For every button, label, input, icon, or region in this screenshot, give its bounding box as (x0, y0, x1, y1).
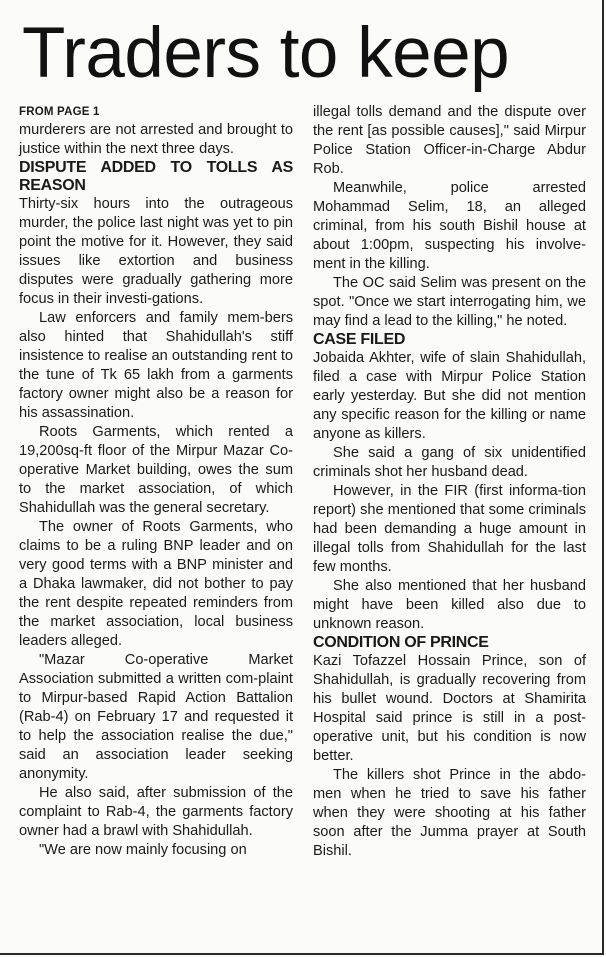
headline: Traders to keep (22, 14, 510, 93)
subheading-case-filed: CASE FILED (313, 331, 406, 348)
paragraph: She also mentioned that her husband might have been killed also due to unknown reason. (313, 578, 586, 632)
paragraph: The owner of Roots Garments, who claims to be a ruling BNP leader and on very good terms with a BNP minister and a Dhaka lawmaker, did not bother to pay the rent despite repeated reminders from the market association, local business leaders alleged. (19, 519, 293, 649)
paragraph: "We are now mainly focusing on (39, 842, 247, 858)
paragraph: However, in the FIR (first informa-tion report) she mentioned that some criminals had been demanding a huge amount in illegal tolls from Shahidullah for the last few months. (313, 483, 586, 575)
paragraph: illegal tolls demand and the dispute over the rent [as possible causes]," said Mirpur Police Station Officer-in-Charge Abdur Rob. (313, 104, 586, 177)
left-column (19, 104, 293, 860)
jump-line: FROM PAGE 1 (19, 106, 100, 118)
paragraph: She said a gang of six unidentified criminals shot her husband dead. (313, 445, 586, 480)
subheading-dispute: DISPUTE ADDED TO TOLLS AS REASON (19, 159, 293, 194)
paragraph: Kazi Tofazzel Hossain Prince, son of Shahidullah, is gradually recovering from his bullet wound. Doctors at Shamirita Hospital said prince is still in a post-operative unit, but his condition is now better. (313, 653, 586, 764)
paragraph: "Mazar Co-operative Market Association submitted a written com-plaint to Mirpur-based Rapid Action Battalion (Rab-4) on February 17 and requested it to help the association realise the due," said an association leader seeking anonymity. (19, 652, 293, 782)
paragraph: Thirty-six hours into the outrageous murder, the police last night was yet to pin point the motive for it. However, they said issues like extortion and business disputes were gradually gathering more focus in their investi-gations. (19, 196, 293, 307)
paragraph: Meanwhile, police arrested Mohammad Selim, 18, an alleged criminal, from his south Bishil house at about 1:00pm, suspecting his involve-ment in the killing. (313, 180, 586, 272)
paragraph: Law enforcers and family mem-bers also hinted that Shahidullah's stiff insistence to realise an outstanding rent to the tune of Tk 65 lakh from a garments factory owner might also be a reason for his assassination. (19, 310, 293, 421)
paragraph: He also said, after submission of the complaint to Rab-4, the garments factory owner had a brawl with Shahidullah. (19, 785, 293, 839)
paragraph: murderers are not arrested and brought to justice within the next three days. (19, 122, 293, 157)
paragraph: Jobaida Akhter, wife of slain Shahidullah, filed a case with Mirpur Police Station early yesterday. But she did not mention any specific reason for the killing or name anyone as killers. (313, 350, 586, 442)
subheading-condition-of-prince: CONDITION OF PRINCE (313, 634, 489, 651)
paragraph: Roots Garments, which rented a 19,200sq-ft floor of the Mirpur Mazar Co-operative Market building, owes the sum to the market association, of which Shahidullah was the general secretary. (19, 424, 293, 516)
paragraph: The OC said Selim was present on the spot. "Once we start interrogating him, we may find a lead to the killing," he noted. (313, 275, 586, 329)
right-column (313, 103, 586, 861)
paragraph: The killers shot Prince in the abdo-men when he tried to save his father when they were shooting at his father soon after the Jumma prayer at South Bishil. (313, 767, 586, 859)
